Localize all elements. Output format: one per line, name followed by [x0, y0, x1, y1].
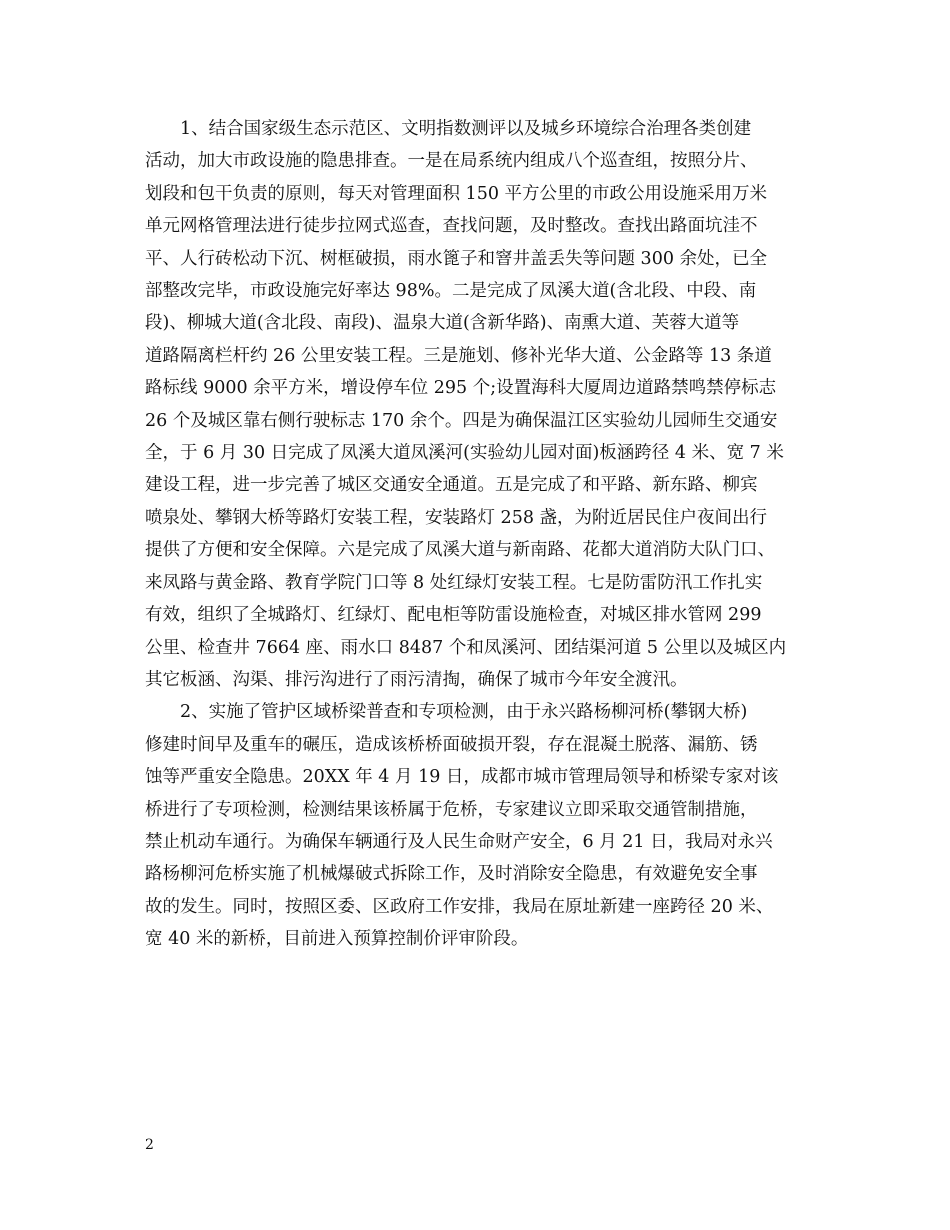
text-line: 段)、柳城大道(含北段、南段)、温泉大道(含新华路)、南熏大道、芙蓉大道等	[145, 313, 740, 334]
text-line: 活动，加大市政设施的隐患排查。一是在局系统内组成八个巡查组，按照分片、	[145, 151, 758, 172]
text-line: 划段和包干负责的原则，每天对管理面积 150 平方公里的市政公用设施采用万米	[145, 183, 768, 204]
document-body	[145, 113, 810, 956]
text-line: 故的发生。同时，按照区委、区政府工作安排，我局在原址新建一座跨径 20 米、	[145, 896, 774, 917]
text-line: 全，于 6 月 30 日完成了凤溪大道凤溪河(实验幼儿园对面)板涵跨径 4 米、宽 7 米	[145, 443, 784, 464]
text-line: 禁止机动车通行。为确保车辆通行及人民生命财产安全，6 月 21 日，我局对永兴	[145, 831, 773, 852]
paragraph-2	[145, 696, 810, 955]
text-line: 26 个及城区靠右侧行驶标志 170 余个。四是为确保温江区实验幼儿园师生交通安	[145, 410, 778, 431]
text-line: 桥进行了专项检测，检测结果该桥属于危桥，专家建议立即采取交通管制措施，	[145, 799, 758, 820]
text-line: 其它板涵、沟渠、排污沟进行了雨污清掏，确保了城市今年安全渡汛。	[145, 669, 688, 690]
text-line: 道路隔离栏杆约 26 公里安装工程。三是施划、修补光华大道、公金路等 13 条道	[145, 345, 772, 366]
text-line: 喷泉处、攀钢大桥等路灯安装工程，安装路灯 258 盏，为附近居民住户夜间出行	[145, 507, 768, 528]
text-line: 蚀等严重安全隐患。20XX 年 4 月 19 日，成都市城市管理局领导和桥梁专家对该	[145, 767, 779, 788]
page-number: 2	[145, 1137, 154, 1153]
text-line: 1、结合国家级生态示范区、文明指数测评以及城乡环境综合治理各类创建	[145, 119, 752, 139]
text-line: 修建时间早及重车的碾压，造成该桥桥面破损开裂，存在混凝土脱落、漏筋、锈	[145, 734, 758, 755]
text-line: 单元网格管理法进行徒步拉网式巡查，查找问题，及时整改。查找出路面坑洼不	[145, 216, 758, 237]
text-line: 2、实施了管护区域桥梁普查和专项检测，由于永兴路杨柳河桥(攀钢大桥)	[145, 702, 748, 723]
text-line: 路杨柳河危桥实施了机械爆破式拆除工作，及时消除安全隐患，有效避免安全事	[145, 864, 758, 885]
text-line: 部整改完毕，市政设施完好率达 98%。二是完成了凤溪大道(含北段、中段、南	[145, 281, 757, 302]
text-line: 建设工程，进一步完善了城区交通安全通道。五是完成了和平路、新东路、柳宾	[145, 475, 758, 496]
text-line: 公里、检查井 7664 座、雨水口 8487 个和凤溪河、团结渠河道 5 公里以及城区内	[145, 637, 787, 658]
text-line: 路标线 9000 余平方米，增设停车位 295 个;设置海科大厦周边道路禁鸣禁停标志	[145, 378, 777, 399]
text-line: 宽 40 米的新桥，目前进入预算控制价评审阶段。	[145, 929, 529, 950]
paragraph-1	[145, 113, 810, 696]
text-line: 有效，组织了全城路灯、红绿灯、配电柜等防雷设施检查，对城区排水管网 299	[145, 605, 762, 626]
text-line: 提供了方便和安全保障。六是完成了凤溪大道与新南路、花都大道消防大队门口、	[145, 540, 775, 561]
text-line: 平、人行砖松动下沉、树框破损，雨水篦子和窨井盖丢失等问题 300 余处，已全	[145, 248, 768, 269]
text-line: 来凤路与黄金路、教育学院门口等 8 处红绿灯安装工程。七是防雷防汛工作扎实	[145, 572, 763, 593]
